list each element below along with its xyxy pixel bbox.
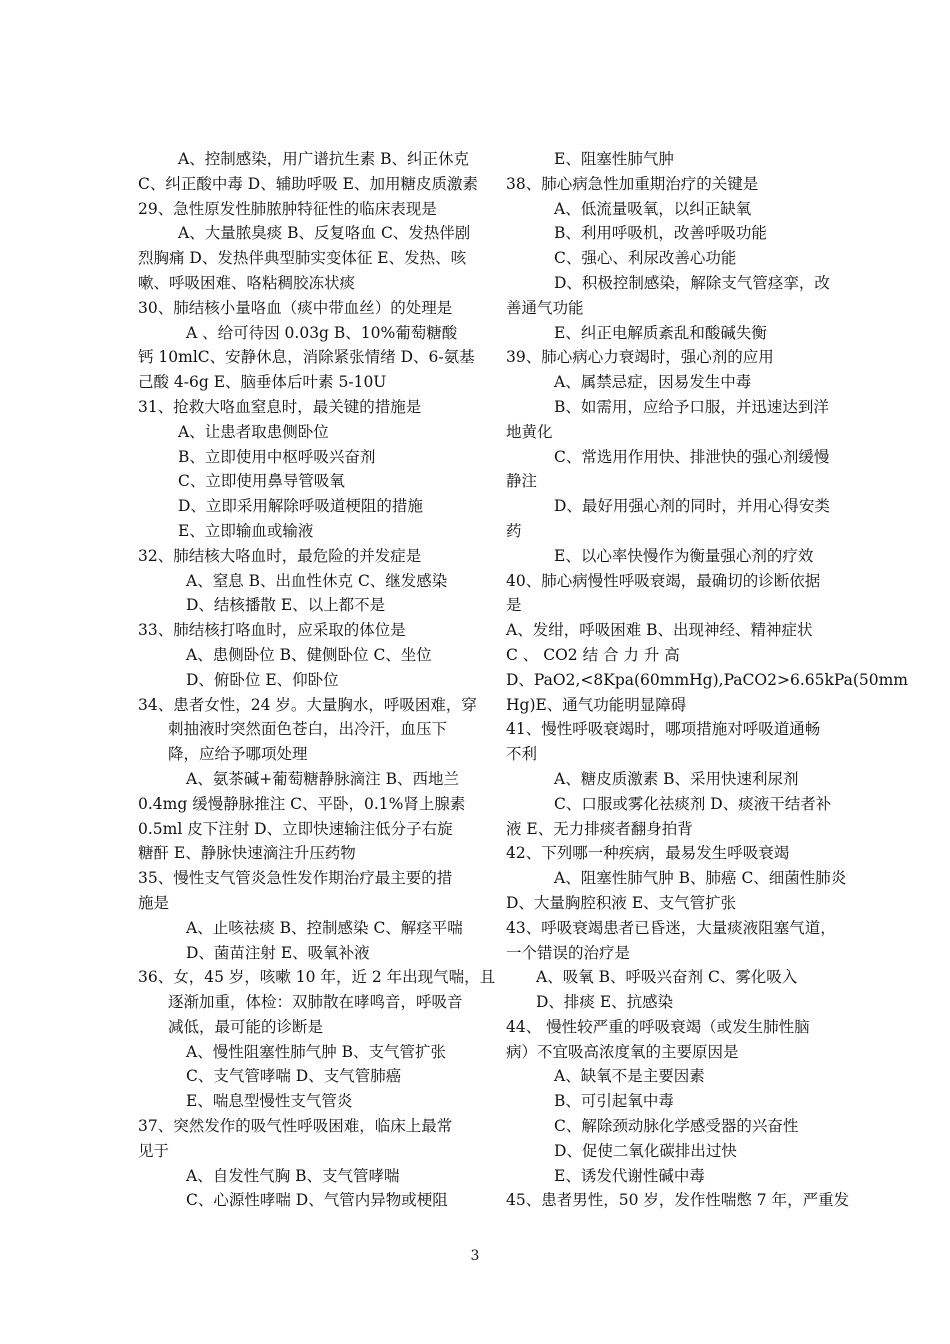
text-line: 40、肺心病慢性呼吸衰竭，最确切的诊断依据 — [506, 571, 821, 590]
text-line: 一个错误的治疗是 — [506, 943, 631, 962]
text-line: 降，应给予哪项处理 — [168, 745, 308, 764]
text-line: 烈胸痛 D、发热伴典型肺实变体征 E、发热、咳 — [138, 249, 467, 268]
text-line: C、支气管哮喘 D、支气管肺癌 — [186, 1067, 402, 1086]
text-line: 病）不宜吸高浓度氧的主要原因是 — [506, 1042, 739, 1061]
text-line: A、缺氧不是主要因素 — [554, 1067, 705, 1086]
text-line: E、纠正电解质紊乱和酸碱失衡 — [554, 323, 767, 342]
text-line: 药 — [506, 521, 522, 540]
text-line: 嗽、呼吸困难、咯粘稠胶冻状痰 — [138, 273, 356, 292]
text-line: A、氨茶碱+葡萄糖静脉滴注 B、西地兰 — [186, 769, 459, 788]
text-line: D、促使二氧化碳排出过快 — [554, 1141, 737, 1160]
text-line: 善通气功能 — [506, 298, 584, 317]
text-line: D、最好用强心剂的同时，并用心得安类 — [554, 497, 830, 516]
text-line: C、强心、利尿改善心功能 — [554, 249, 737, 268]
text-line: A、发绀，呼吸困难 B、出现神经、精神症状 — [506, 621, 813, 640]
text-line: 见于 — [138, 1141, 170, 1160]
text-line: 31、抢救大咯血窒息时，最关键的措施是 — [138, 397, 422, 416]
text-line: 0.4mg 缓慢静脉推注 C、平卧，0.1%肾上腺素 — [138, 794, 466, 813]
text-line: D、大量胸腔积液 E、支气管扩张 — [506, 893, 737, 912]
text-line: 静注 — [506, 472, 538, 491]
text-line: 36、女，45 岁，咳嗽 10 年，近 2 年出现气喘，且 — [138, 968, 496, 987]
text-line: B、如需用，应给予口服，并迅速达到洋 — [554, 397, 829, 416]
text-line: 38、肺心病急性加重期治疗的关键是 — [506, 174, 759, 193]
text-line: A、低流量吸氧，以纠正缺氧 — [554, 199, 752, 218]
text-line: C 、 CO2 结 合 力 升 高 — [506, 645, 680, 664]
text-line: 37、突然发作的吸气性呼吸困难，临床上最常 — [138, 1117, 453, 1136]
text-line: 己酸 4-6g E、脑垂体后叶素 5-10U — [138, 373, 387, 392]
text-line: D、结核播散 E、以上都不是 — [186, 596, 386, 615]
text-line: 液 E、无力排痰者翻身拍背 — [506, 819, 693, 838]
text-line: A、阻塞性肺气肿 B、肺癌 C、细菌性肺炎 — [554, 869, 847, 888]
text-line: 减低，最可能的诊断是 — [168, 1017, 324, 1036]
text-line: 逐渐加重，体检：双肺散在哮鸣音，呼吸音 — [168, 993, 463, 1012]
text-line: A、患侧卧位 B、健侧卧位 C、坐位 — [186, 645, 432, 664]
text-line: 44、 慢性较严重的呼吸衰竭（或发生肺性脑 — [506, 1017, 810, 1036]
text-line: A 、给可待因 0.03g B、10%葡萄糖酸 — [186, 323, 458, 342]
text-line: A、属禁忌症，因易发生中毒 — [554, 373, 752, 392]
text-line: E、立即输血或输液 — [178, 521, 314, 540]
text-line: 32、肺结核大咯血时，最危险的并发症是 — [138, 546, 422, 565]
text-line: 33、肺结核打咯血时，应采取的体位是 — [138, 621, 406, 640]
text-line: 地黄化 — [506, 422, 553, 441]
text-line: C、常选用作用快、排泄快的强心剂缓慢 — [554, 447, 830, 466]
right-column — [506, 147, 909, 1213]
text-line: 45、患者男性，50 岁，发作性喘憋 7 年，严重发 — [506, 1191, 850, 1210]
text-line: 钙 10mlC、安静休息，消除紧张情绪 D、6-氨基 — [138, 348, 475, 367]
text-line: 30、肺结核小量咯血（痰中带血丝）的处理是 — [138, 298, 453, 317]
text-line: 43、呼吸衰竭患者已昏迷，大量痰液阻塞气道， — [506, 918, 836, 937]
text-line: A、窒息 B、出血性休克 C、继发感染 — [186, 571, 448, 590]
text-line: A、吸氧 B、呼吸兴奋剂 C、雾化吸入 — [536, 968, 798, 987]
text-line: D、俯卧位 E、仰卧位 — [186, 670, 339, 689]
text-line: E、喘息型慢性支气管炎 — [186, 1092, 353, 1111]
text-line: C、口服或雾化祛痰剂 D、痰液干结者补 — [554, 794, 832, 813]
text-line: A、自发性气胸 B、支气管哮喘 — [186, 1166, 400, 1185]
text-line: B、利用呼吸机，改善呼吸功能 — [554, 224, 767, 243]
text-line: 29、急性原发性肺脓肿特征性的临床表现是 — [138, 199, 437, 218]
text-line: E、以心率快慢作为衡量强心剂的疗效 — [554, 546, 814, 565]
text-line: E、阻塞性肺气肿 — [554, 150, 674, 168]
text-line: B、可引起氧中毒 — [554, 1092, 674, 1111]
text-line: 施是 — [138, 893, 170, 912]
text-line: D、立即采用解除呼吸道梗阻的措施 — [178, 497, 423, 516]
text-line: 不利 — [506, 745, 538, 764]
text-line: 41、慢性呼吸衰竭时，哪项措施对呼吸道通畅 — [506, 720, 821, 739]
text-line: C、心源性哮喘 D、气管内异物或梗阻 — [186, 1191, 448, 1210]
text-line: 刺抽液时突然面色苍白，出冷汗，血压下 — [168, 720, 448, 739]
text-line: A、止咳祛痰 B、控制感染 C、解痉平喘 — [186, 918, 463, 937]
text-line: D、菌苗注射 E、吸氧补液 — [186, 943, 370, 962]
text-line: 42、下列哪一种疾病，最易发生呼吸衰竭 — [506, 844, 790, 863]
text-line: A、控制感染，用广谱抗生素 B、纠正休克 — [178, 150, 470, 168]
text-line: C、立即使用鼻导管吸氧 — [178, 472, 345, 491]
text-line: C、解除颈动脉化学感受器的兴奋性 — [554, 1117, 799, 1136]
text-line: 35、慢性支气管炎急性发作期治疗最主要的措 — [138, 869, 453, 888]
text-line: B、立即使用中枢呼吸兴奋剂 — [178, 447, 376, 466]
text-line: 是 — [506, 596, 522, 615]
text-line: A、糖皮质激素 B、采用快速利尿剂 — [554, 769, 799, 788]
text-line: Hg)E、通气功能明显障碍 — [506, 695, 687, 714]
text-line: D、积极控制感染，解除支气管痉挛，改 — [554, 273, 830, 292]
text-line: A、大量脓臭痰 B、反复咯血 C、发热伴剧 — [178, 224, 471, 243]
text-line: A、让患者取患侧卧位 — [178, 422, 329, 441]
text-line: 34、患者女性，24 岁。大量胸水，呼吸困难，穿 — [138, 695, 477, 714]
text-line: 糖酐 E、静脉快速滴注升压药物 — [138, 844, 356, 863]
text-line: 39、肺心病心力衰竭时，强心剂的应用 — [506, 348, 774, 367]
text-line: D、PaO2,<8Kpa(60mmHg),PaCO2>6.65kPa(50mm — [506, 670, 909, 689]
text-line: C、纠正酸中毒 D、辅助呼吸 E、加用糖皮质激素 — [138, 174, 478, 193]
left-column — [138, 147, 496, 1213]
text-line: D、排痰 E、抗感染 — [536, 993, 674, 1012]
text-line: 0.5ml 皮下注射 D、立即快速输注低分子右旋 — [138, 819, 453, 838]
page-number: 3 — [470, 1248, 480, 1264]
text-line: E、诱发代谢性碱中毒 — [554, 1166, 705, 1185]
text-line: A、慢性阻塞性肺气肿 B、支气管扩张 — [186, 1042, 447, 1061]
